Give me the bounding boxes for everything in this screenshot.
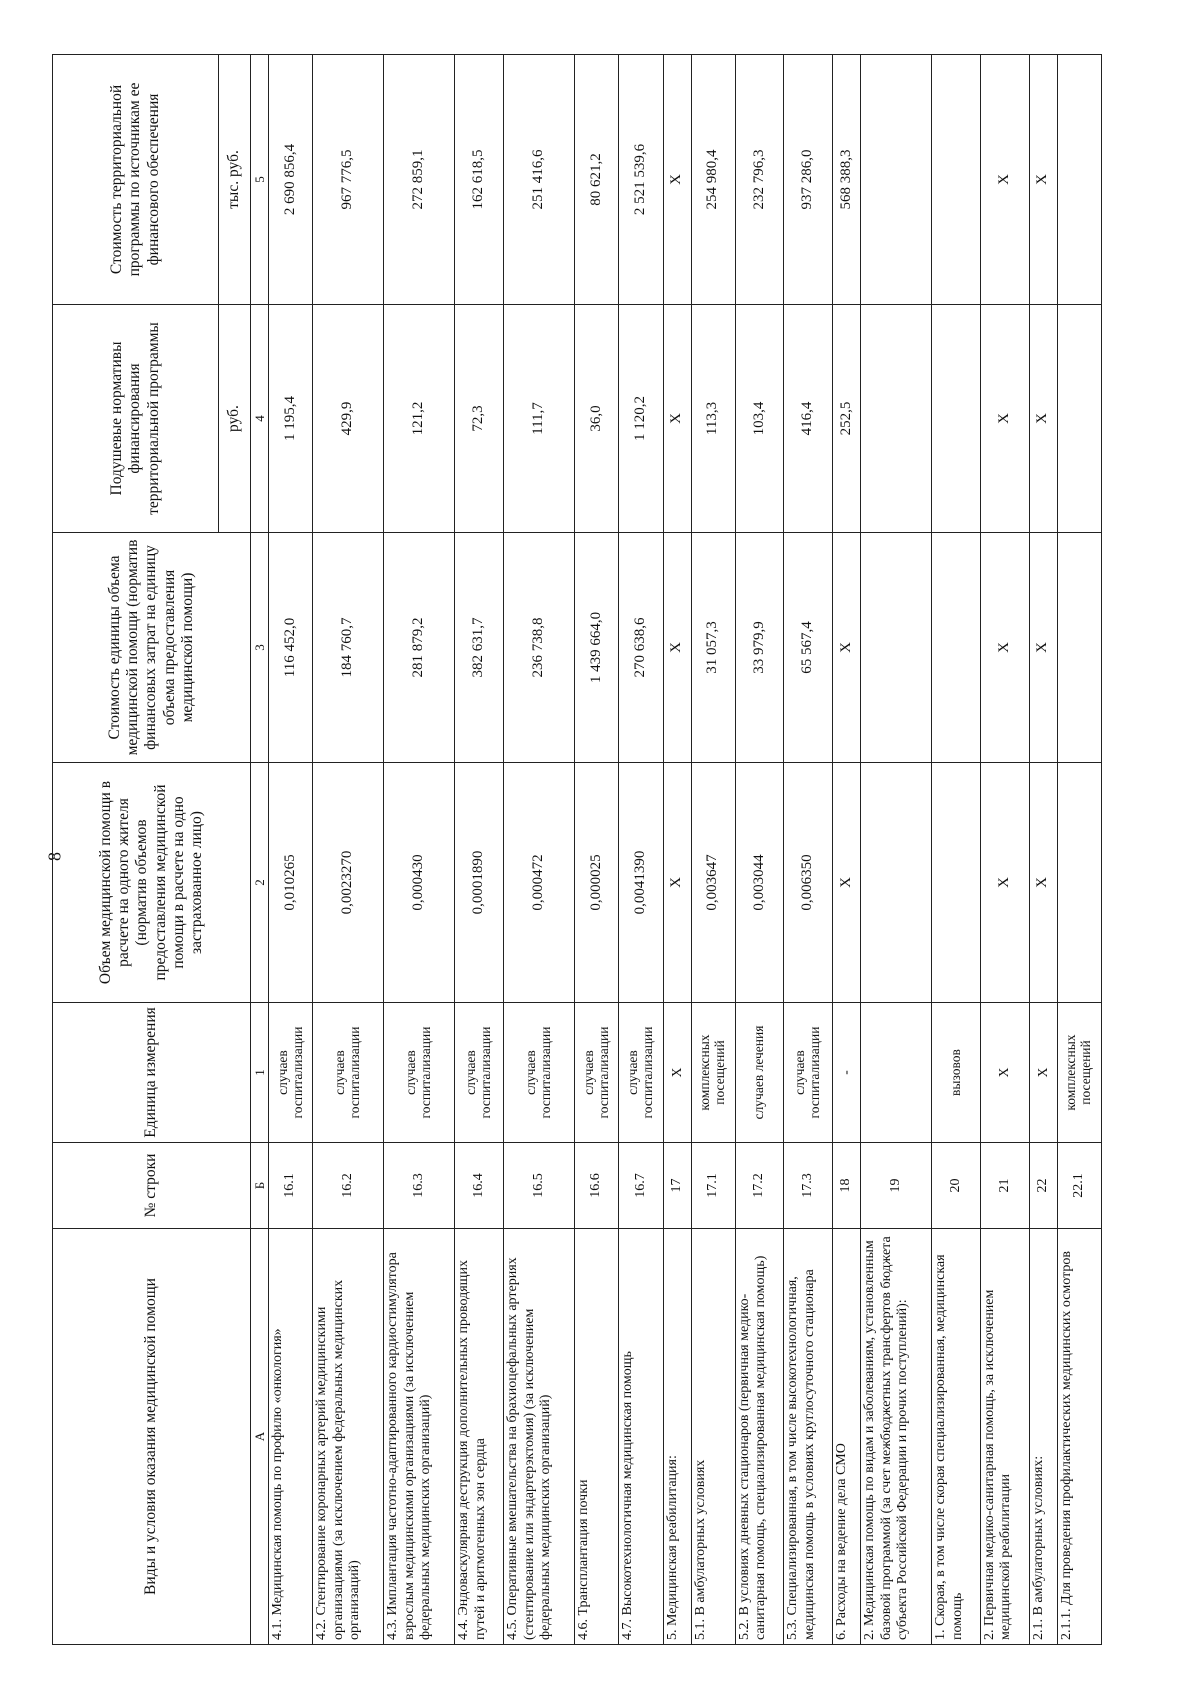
volume-cell: 0,003044 [735, 763, 784, 1003]
volume-cell: 0,000430 [384, 763, 455, 1003]
row-number-cell: 20 [932, 1143, 981, 1229]
unit-cost-cell: Х [833, 533, 861, 763]
unit-cell: Х [663, 1003, 691, 1143]
unit-cell: вызовов [932, 1003, 981, 1143]
row-number-cell: 18 [833, 1143, 861, 1229]
unit-cell: случаев госпитализации [784, 1003, 833, 1143]
row-number-cell: 17.3 [784, 1143, 833, 1229]
care-type-cell: 2.1.1. Для проведения профилактических медицинских осмотров [1057, 1229, 1101, 1645]
unit-cost-cell: 270 638,6 [619, 533, 663, 763]
care-type-cell: 4.6. Трансплантация почки [575, 1229, 619, 1645]
volume-cell: 0,0001890 [455, 763, 504, 1003]
unit-cell: комплексных посещений [1057, 1003, 1101, 1143]
care-type-cell: 5.3. Специализированная, в том числе высокотехнологичная, медицинская помощь в условиях круглосуточного стационара [784, 1229, 833, 1645]
per-capita-cell: 416,4 [784, 305, 833, 533]
table-row [735, 55, 784, 1645]
unit-cost-cell [1057, 533, 1101, 763]
row-number-cell: 16.1 [269, 1143, 313, 1229]
rotated-sheet [52, 55, 1102, 1645]
unit-cost-cell: 184 760,7 [313, 533, 384, 763]
unit-cost-cell: Х [1029, 533, 1057, 763]
page-number: 8 [44, 852, 65, 861]
row-number-cell: 16.5 [504, 1143, 575, 1229]
column-letter: 3 [251, 533, 269, 763]
total-cost-cell: 162 618,5 [455, 55, 504, 305]
table-row [313, 55, 384, 1645]
column-letter: 4 [251, 305, 269, 533]
volume-cell: 0,003647 [691, 763, 735, 1003]
row-number-cell: 22.1 [1057, 1143, 1101, 1229]
care-type-cell: 4.4. Эндоваскулярная деструкция дополнительных проводящих путей и аритмогенных зон сердца [455, 1229, 504, 1645]
per-capita-cell: 252,5 [833, 305, 861, 533]
row-number-cell: 16.6 [575, 1143, 619, 1229]
unit-cost-cell: Х [980, 533, 1029, 763]
volume-cell: 0,010265 [269, 763, 313, 1003]
per-capita-cell: 72,3 [455, 305, 504, 533]
care-type-cell: 2. Медицинская помощь по видам и заболеваниям, установленным базовой программой (за счет межбюджетных трансфертов бюджета субъекта Российской Федерации и прочих поступлений): [861, 1229, 932, 1645]
per-capita-cell: 121,2 [384, 305, 455, 533]
unit-cell: случаев госпитализации [455, 1003, 504, 1143]
row-number-cell: 17.1 [691, 1143, 735, 1229]
unit-cost-cell: 116 452,0 [269, 533, 313, 763]
per-capita-cell: 1 120,2 [619, 305, 663, 533]
unit-cost-cell: 31 057,3 [691, 533, 735, 763]
per-capita-cell: 36,0 [575, 305, 619, 533]
per-capita-cell: 113,3 [691, 305, 735, 533]
table-body [269, 55, 1102, 1645]
total-cost-cell [932, 55, 981, 305]
care-type-cell: 4.2. Стентирование коронарных артерий медицинскими организациями (за исключением федеральных медицинских организаций) [313, 1229, 384, 1645]
total-cost-cell: 2 690 856,4 [269, 55, 313, 305]
table-row [575, 55, 619, 1645]
care-type-cell: 4.1. Медицинская помощь по профилю «онкология» [269, 1229, 313, 1645]
table-row [980, 55, 1029, 1645]
volume-cell: 0,0023270 [313, 763, 384, 1003]
total-cost-cell: Х [1029, 55, 1057, 305]
unit-cell: случаев лечения [735, 1003, 784, 1143]
row-number-cell: 16.7 [619, 1143, 663, 1229]
volume-cell: Х [833, 763, 861, 1003]
header-per-capita: Подушевые нормативы финансирования территориальной программы [53, 305, 219, 533]
table-row [504, 55, 575, 1645]
per-capita-cell [1057, 305, 1101, 533]
volume-cell: 0,0041390 [619, 763, 663, 1003]
care-type-cell: 4.3. Имплантация частотно-адаптированного кардиостимулятора взрослым медицинскими организациями (за исключением федеральных медицинских организаций) [384, 1229, 455, 1645]
per-capita-cell: Х [980, 305, 1029, 533]
volume-cell: Х [980, 763, 1029, 1003]
total-cost-cell: 254 980,4 [691, 55, 735, 305]
unit-cost-cell: Х [663, 533, 691, 763]
table-row [619, 55, 663, 1645]
unit-cost-cell: 382 631,7 [455, 533, 504, 763]
unit-cell: случаев госпитализации [384, 1003, 455, 1143]
table-row [691, 55, 735, 1645]
table-row [932, 55, 981, 1645]
row-number-cell: 19 [861, 1143, 932, 1229]
unit-cell: случаев госпитализации [313, 1003, 384, 1143]
total-cost-cell: 80 621,2 [575, 55, 619, 305]
volume-cell: Х [663, 763, 691, 1003]
unit-cost-cell [932, 533, 981, 763]
volume-cell: 0,006350 [784, 763, 833, 1003]
unit-cell: Х [1029, 1003, 1057, 1143]
care-type-cell: 5. Медицинская реабилитация: [663, 1229, 691, 1645]
unit-cell: случаев госпитализации [504, 1003, 575, 1143]
volume-cell [1057, 763, 1101, 1003]
unit-cost-cell: 65 567,4 [784, 533, 833, 763]
total-cost-cell [1057, 55, 1101, 305]
care-type-cell: 6. Расходы на ведение дела СМО [833, 1229, 861, 1645]
care-type-cell: 1. Скорая, в том числе скорая специализированная, медицинская помощь [932, 1229, 981, 1645]
per-capita-cell [861, 305, 932, 533]
unit-cell: комплексных посещений [691, 1003, 735, 1143]
table-row [663, 55, 691, 1645]
row-number-cell: 17 [663, 1143, 691, 1229]
row-number-cell: 16.3 [384, 1143, 455, 1229]
column-letter: 1 [251, 1003, 269, 1143]
volume-cell: Х [1029, 763, 1057, 1003]
volume-cell [932, 763, 981, 1003]
row-number-cell: 22 [1029, 1143, 1057, 1229]
per-capita-cell: 1 195,4 [269, 305, 313, 533]
column-letter: 2 [251, 763, 269, 1003]
row-number-cell: 17.2 [735, 1143, 784, 1229]
care-type-cell: 2.1. В амбулаторных условиях: [1029, 1229, 1057, 1645]
total-cost-cell: Х [663, 55, 691, 305]
header-unit: Единица измерения [53, 1003, 251, 1143]
row-number-cell: 16.2 [313, 1143, 384, 1229]
unit-cell: случаев госпитализации [269, 1003, 313, 1143]
care-type-cell: 5.1. В амбулаторных условиях [691, 1229, 735, 1645]
unit-cost-cell: 1 439 664,0 [575, 533, 619, 763]
care-type-cell: 5.2. В условиях дневных стационаров (первичная медико-санитарная помощь, специализированная медицинская помощь) [735, 1229, 784, 1645]
unit-cell: Х [980, 1003, 1029, 1143]
header-total-cost-unit: тыс. руб. [219, 55, 251, 305]
unit-cost-cell: 281 879,2 [384, 533, 455, 763]
table-row [861, 55, 932, 1645]
header-unit-cost: Стоимость единицы объема медицинской помощи (норматив финансовых затрат на единицу объема предоставления медицинской помощи) [53, 533, 251, 763]
unit-cell: случаев госпитализации [619, 1003, 663, 1143]
header-per-capita-unit: руб. [219, 305, 251, 533]
care-type-cell: 4.5. Оперативные вмешательства на брахиоцефальных артериях (стентирование или эндартерэктомия) (за исключением федеральных медицинских организаций) [504, 1229, 575, 1645]
table-row [384, 55, 455, 1645]
care-type-cell: 2. Первичная медико-санитарная помощь, за исключением медицинской реабилитации [980, 1229, 1029, 1645]
header-total-cost: Стоимость территориальной программы по источникам ее финансового обеспечения [53, 55, 219, 305]
financing-table [52, 54, 1102, 1645]
total-cost-cell: 568 388,3 [833, 55, 861, 305]
unit-cost-cell: 236 738,8 [504, 533, 575, 763]
table-row [784, 55, 833, 1645]
total-cost-cell: Х [980, 55, 1029, 305]
column-letter: Б [251, 1143, 269, 1229]
table-row [1029, 55, 1057, 1645]
total-cost-cell: 251 416,6 [504, 55, 575, 305]
table-row [833, 55, 861, 1645]
header-care-types: Виды и условия оказания медицинской помощи [53, 1229, 251, 1645]
volume-cell [861, 763, 932, 1003]
volume-cell: 0,000472 [504, 763, 575, 1003]
column-letter: А [251, 1229, 269, 1645]
per-capita-cell: 111,7 [504, 305, 575, 533]
total-cost-cell [861, 55, 932, 305]
per-capita-cell [932, 305, 981, 533]
total-cost-cell: 967 776,5 [313, 55, 384, 305]
total-cost-cell: 2 521 539,6 [619, 55, 663, 305]
row-number-cell: 16.4 [455, 1143, 504, 1229]
care-type-cell: 4.7. Высокотехнологичная медицинская помощь [619, 1229, 663, 1645]
per-capita-cell: Х [663, 305, 691, 533]
table-row [455, 55, 504, 1645]
row-number-cell: 21 [980, 1143, 1029, 1229]
column-letter: 5 [251, 55, 269, 305]
table-row [269, 55, 313, 1645]
unit-cell [861, 1003, 932, 1143]
header-volume: Объем медицинской помощи в расчете на одного жителя (норматив объемов предоставления медицинской помощи в расчете на одно застрахованное лицо) [53, 763, 251, 1003]
total-cost-cell: 937 286,0 [784, 55, 833, 305]
unit-cell: - [833, 1003, 861, 1143]
total-cost-cell: 232 796,3 [735, 55, 784, 305]
unit-cell: случаев госпитализации [575, 1003, 619, 1143]
volume-cell: 0,000025 [575, 763, 619, 1003]
unit-cost-cell [861, 533, 932, 763]
per-capita-cell: 429,9 [313, 305, 384, 533]
unit-cost-cell: 33 979,9 [735, 533, 784, 763]
total-cost-cell: 272 859,1 [384, 55, 455, 305]
per-capita-cell: 103,4 [735, 305, 784, 533]
header-row-number: № строки [53, 1143, 251, 1229]
per-capita-cell: Х [1029, 305, 1057, 533]
table-row [1057, 55, 1101, 1645]
